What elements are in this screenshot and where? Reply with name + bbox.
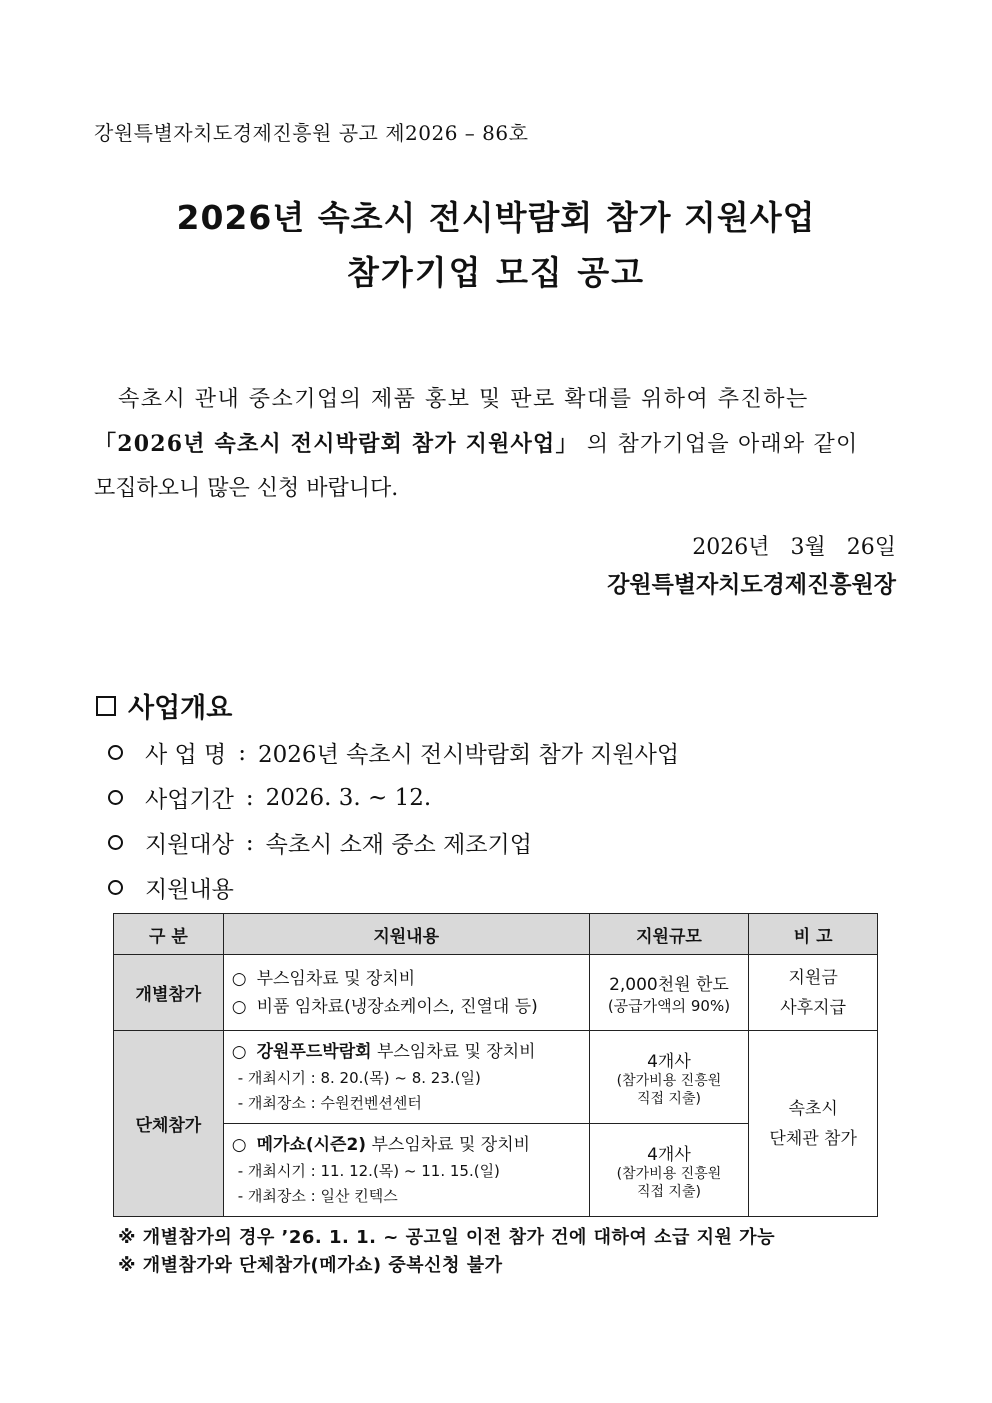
scale-amount: 4개사	[647, 1051, 691, 1072]
event-name: 메가쇼(시즌2)	[256, 1135, 367, 1155]
section-heading-text: 사업개요	[128, 693, 233, 724]
event-period: - 개최시기 : 8. 20.(목) ~ 8. 23.(일)	[237, 1069, 481, 1087]
overview-value: 2026. 3. ~ 12.	[265, 784, 432, 811]
group-event-content	[223, 1124, 589, 1217]
program-name: 「2026년 속초시 전시박람회 참가 지원사업」	[94, 431, 579, 457]
colon-separator: :	[245, 784, 254, 811]
overview-label: 지원내용	[145, 877, 234, 903]
intro-paragraph	[94, 378, 898, 511]
list-item	[232, 1038, 581, 1066]
colon-separator: :	[245, 829, 254, 856]
section-heading	[96, 686, 232, 725]
list-item	[232, 965, 581, 993]
intro-line-1: 속초시 관내 중소기업의 제품 홍보 및 판로 확대를 위하여 추진하는	[118, 387, 809, 412]
event-venue: - 개최장소 : 수원컨벤션센터	[237, 1094, 422, 1112]
item-text: 비품 임차료(냉장쇼케이스, 진열대 등)	[256, 996, 538, 1017]
table-header-remark: 비 고	[749, 914, 878, 955]
scale-note: 직접 지출)	[636, 1183, 701, 1200]
circle-bullet-icon: ○	[231, 1135, 247, 1155]
circle-bullet-icon: ○	[231, 996, 247, 1017]
scale-note: (참가비용 진흥원	[616, 1072, 722, 1089]
individual-scale	[589, 955, 749, 1031]
overview-value: 2026년 속초시 전시박람회 참가 지원사업	[258, 742, 680, 768]
scale-note: (참가비용 진흥원	[616, 1165, 722, 1182]
remark-line: 단체관 참가	[769, 1128, 857, 1149]
category-individual: 개별참가	[114, 955, 224, 1031]
event-period: - 개최시기 : 11. 12.(목) ~ 11. 15.(일)	[237, 1162, 500, 1180]
overview-label: 지원대상	[145, 832, 234, 858]
overview-value: 속초시 소재 중소 제조기업	[265, 832, 532, 858]
note-duplicate: ※ 개별참가와 단체참가(메가쇼) 중복신청 불가	[118, 1255, 503, 1276]
event-venue: - 개최장소 : 일산 킨텍스	[237, 1187, 398, 1205]
table-row-individual	[114, 955, 878, 1031]
individual-remark	[749, 955, 878, 1031]
circle-bullet-icon: ○	[231, 968, 247, 989]
group-event-content	[223, 1031, 589, 1124]
table-header-content: 지원내용	[223, 914, 589, 955]
intro-line-2-rest: 의 참가기업을 아래와 같이	[586, 432, 859, 457]
overview-item-target	[108, 826, 532, 859]
event-name: 강원푸드박람회	[256, 1042, 372, 1062]
overview-item-period	[108, 781, 431, 814]
circle-bullet-icon	[108, 790, 123, 805]
category-group: 단체참가	[114, 1031, 224, 1217]
scale-note: 직접 지출)	[636, 1090, 701, 1107]
notice-number: 강원특별자치도경제진흥원 공고 제2026 – 86호	[94, 121, 529, 145]
table-header-row	[114, 914, 878, 955]
colon-separator: :	[238, 739, 247, 766]
list-item	[232, 1131, 581, 1159]
item-text: 부스임차료 및 장치비	[371, 1135, 531, 1155]
circle-bullet-icon: ○	[231, 1042, 247, 1062]
circle-bullet-icon	[108, 745, 123, 760]
page-subtitle: 참가기업 모집 공고	[346, 253, 645, 292]
item-text: 부스임차료 및 장치비	[256, 968, 416, 989]
overview-label: 사업기간	[145, 787, 234, 813]
overview-label: 사 업 명	[145, 742, 227, 768]
issuer-name: 강원특별자치도경제진흥원장	[607, 571, 896, 598]
individual-content	[223, 955, 589, 1031]
group-event-scale	[589, 1031, 749, 1124]
remark-line: 사후지급	[780, 997, 846, 1018]
notice-date: 2026년 3월 26일	[692, 535, 896, 560]
intro-line-3: 모집하오니 많은 신청 바랍니다.	[94, 476, 399, 501]
intro-line-2	[94, 422, 898, 467]
square-bullet-icon	[96, 696, 116, 716]
overview-item-project-name	[108, 736, 679, 769]
notes	[118, 1224, 775, 1280]
circle-bullet-icon	[108, 880, 123, 895]
remark-line: 속초시	[788, 1098, 838, 1119]
group-event-scale	[589, 1124, 749, 1217]
table-row-group-food	[114, 1031, 878, 1124]
circle-bullet-icon	[108, 835, 123, 850]
page-title: 2026년 속초시 전시박람회 참가 지원사업	[176, 198, 816, 237]
overview-item-support-content	[108, 871, 234, 904]
list-item	[232, 993, 581, 1021]
scale-amount: 4개사	[647, 1144, 691, 1165]
table-header-category: 구 분	[114, 914, 224, 955]
table-header-scale: 지원규모	[589, 914, 749, 955]
support-table	[113, 913, 878, 1217]
item-text: 부스임차료 및 장치비	[376, 1042, 536, 1062]
group-remark	[749, 1031, 878, 1217]
note-retroactive: ※ 개별참가의 경우 ’26. 1. 1. ~ 공고일 이전 참가 건에 대하여 소급 지원 가능	[118, 1227, 775, 1248]
scale-amount: 2,000천원 한도	[609, 974, 729, 995]
remark-line: 지원금	[788, 967, 838, 988]
scale-note: (공급가액의 90%)	[607, 996, 731, 1015]
